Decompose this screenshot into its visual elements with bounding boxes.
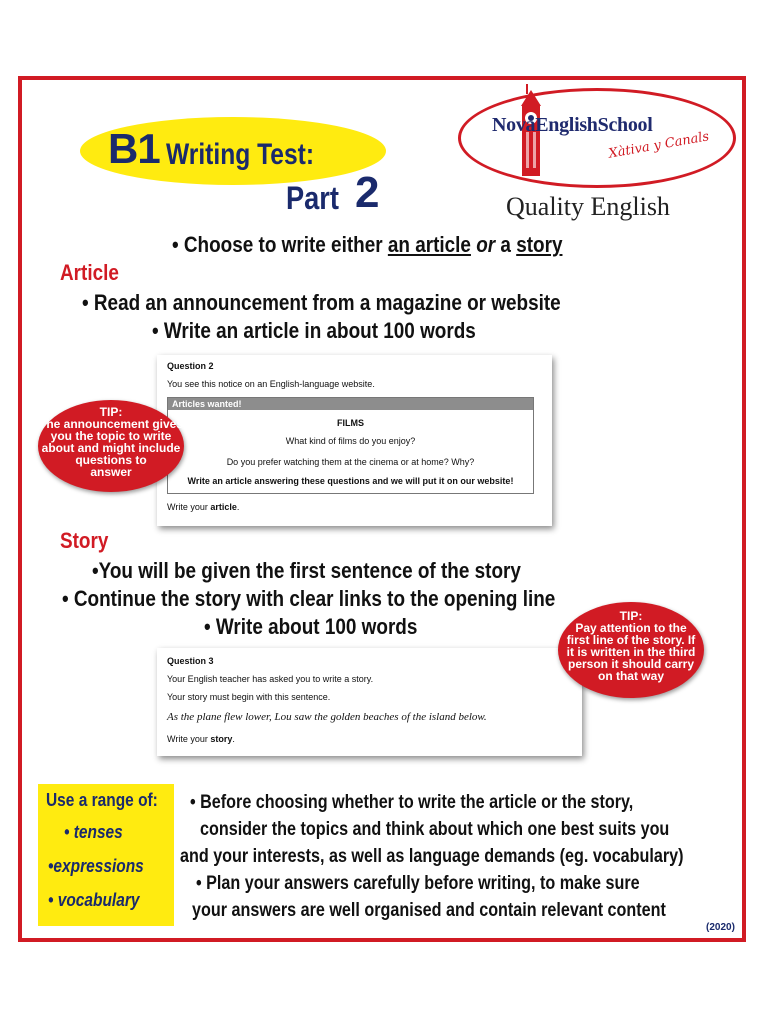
year-label: (2020) (706, 922, 735, 933)
article-heading: Article (60, 260, 119, 285)
tip-line: Pay attention to the (575, 621, 687, 635)
question-line-2: Your story must begin with this sentence. (167, 692, 331, 702)
intro-line (172, 232, 562, 258)
question-intro: You see this notice on an English-language website. (167, 379, 375, 389)
title-part-label: Part (286, 180, 339, 216)
question-3-card (157, 648, 582, 756)
story-heading: Story (60, 528, 109, 553)
intro-article: an article (387, 232, 471, 257)
tip-line: questions to (75, 453, 147, 467)
intro-or: or (476, 232, 496, 257)
tip-line: The announcement gives (38, 417, 184, 431)
range-item: • vocabulary (48, 890, 140, 910)
notice-box (167, 397, 534, 494)
range-item: •expressions (48, 856, 144, 876)
notice-cta: Write an article answering these questions and we will put it on our website! (187, 476, 514, 486)
tip-heading: TIP: (619, 609, 643, 623)
title-part-number: 2 (355, 168, 380, 217)
story-bullet-2: • Continue the story with clear links to the opening line (62, 586, 556, 611)
article-bullet-1: • Read an announcement from a magazine or website (82, 290, 561, 315)
notice-question-1: What kind of films do you enjoy? (285, 436, 416, 446)
advice-line: • Before choosing whether to write the article or the story, (190, 792, 634, 813)
bullet: • (172, 232, 179, 257)
article-bullet-2: • Write an article in about 100 words (152, 318, 476, 343)
story-bullet-1: •You will be given the first sentence of the story (92, 558, 521, 583)
tip-line: on that way (597, 669, 664, 683)
story-tip (558, 602, 704, 698)
tip-line: it is written in the third (566, 645, 696, 659)
question-instruction: Write your article. (167, 502, 240, 512)
title-main: Writing Test: (166, 138, 315, 171)
question-line-1: Your English teacher has asked you to write a story. (167, 674, 374, 684)
range-heading: Use a range of: (46, 790, 158, 810)
question-instruction: Write your story. (167, 734, 235, 744)
intro-a: a (500, 232, 511, 257)
notice-question-2: Do you prefer watching them at the cinema or at home? Why? (226, 457, 475, 467)
tip-line: you the topic to write (50, 429, 172, 443)
tip-line: about and might include (41, 441, 181, 455)
story-bullet-3: • Write about 100 words (204, 614, 418, 639)
tip-line: answer (90, 465, 132, 479)
notice-header: Articles wanted! (168, 398, 533, 410)
advice-line: and your interests, as well as language demands (eg. vocabulary) (180, 846, 684, 867)
range-item: • tenses (64, 822, 123, 842)
advice-line: your answers are well organised and contain relevant content (192, 900, 666, 921)
tip-line: first line of the story. If (566, 633, 696, 647)
advice-line: • Plan your answers carefully before writing, to make sure (196, 873, 640, 894)
intro-text: Choose to write either (183, 232, 383, 257)
question-2-card (157, 355, 552, 526)
question-label: Question 2 (167, 361, 214, 371)
tagline: Quality English (506, 192, 670, 221)
logo-school-name: NovaEnglishSchool (492, 114, 653, 136)
tip-heading: TIP: (99, 405, 123, 419)
article-tip (38, 400, 184, 492)
tip-line: person it should carry (567, 657, 695, 671)
title-level: B1 (108, 125, 160, 172)
logo-subtitle: Xàtiva y Canals (607, 129, 711, 162)
question-label: Question 3 (167, 656, 214, 666)
intro-story: story (516, 232, 563, 257)
opening-sentence: As the plane flew lower, Lou saw the golden beaches of the island below. (167, 711, 487, 723)
advice-line: consider the topics and think about which one best suits you (200, 819, 670, 840)
notice-title: FILMS (337, 418, 364, 428)
